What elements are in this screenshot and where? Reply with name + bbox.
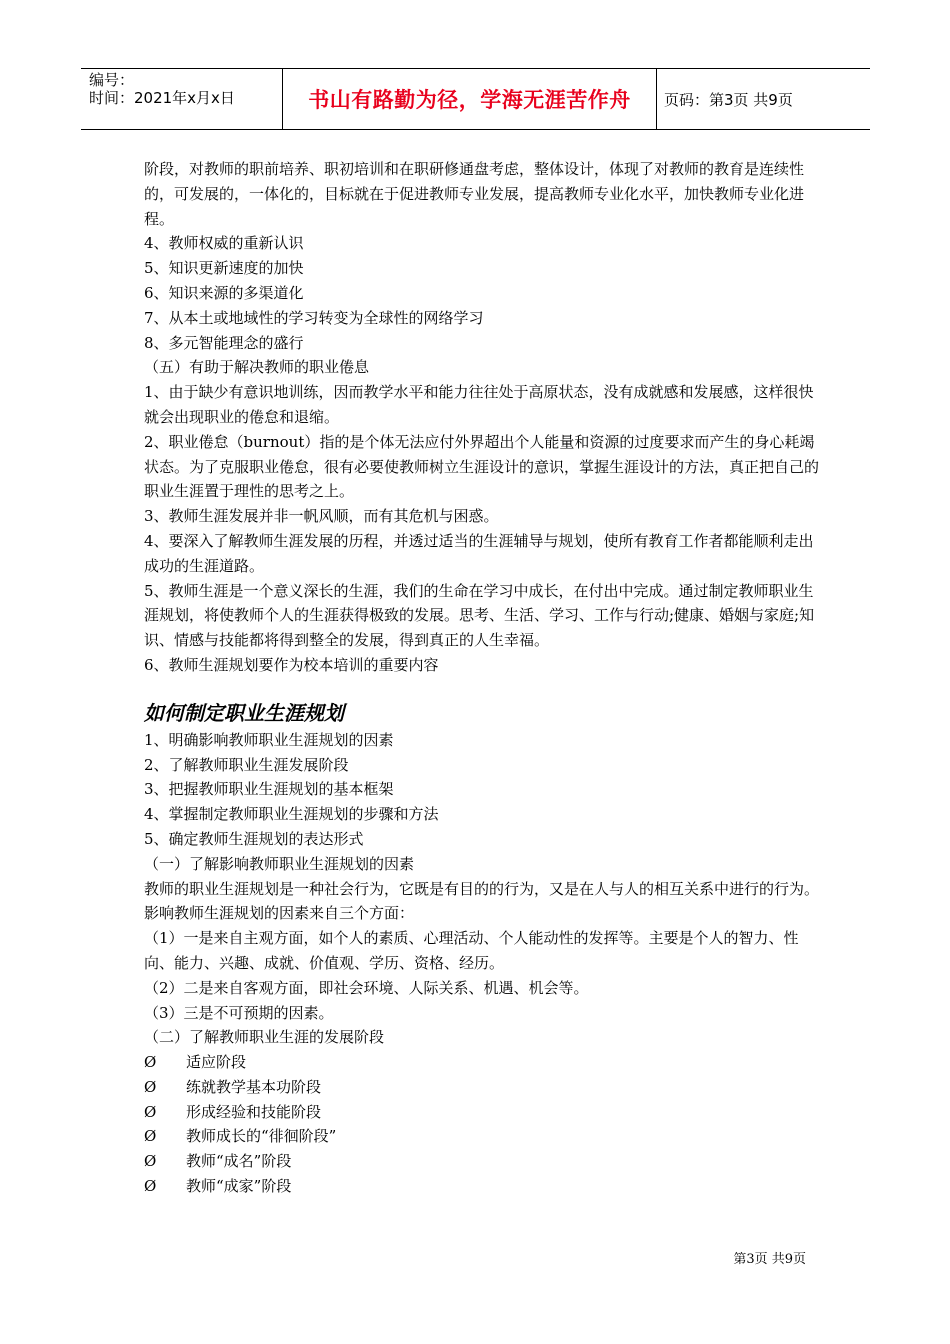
motto: 书山有路勤为径，学海无涯苦作舟 [308, 88, 631, 112]
stage-item [144, 1124, 826, 1149]
page-info: 页码：第3页 共9页 [664, 90, 793, 109]
bullet-icon: Ø [144, 1177, 157, 1196]
paragraph: 3、把握教师职业生涯规划的基本框架 [144, 780, 394, 799]
paragraph: （五）有助于解决教师的职业倦息 [144, 358, 370, 377]
paragraph: 3、教师生涯发展并非一帆风顺，而有其危机与困惑。 [144, 507, 499, 526]
paragraph: （二）了解教师职业生涯的发展阶段 [144, 1028, 385, 1047]
paragraph: 7、从本土或地域性的学习转变为全球性的网络学习 [144, 308, 484, 327]
paragraph: 4、要深入了解教师生涯发展的历程，并透过适当的生涯辅导与规划，使所有教育工作者都能顺利走出成功的生涯道路。 [144, 531, 814, 575]
stage-item [144, 1050, 826, 1075]
bullet-icon: Ø [144, 1053, 157, 1072]
stage-label: 形成经验和技能阶段 [186, 1102, 322, 1121]
paragraph: 5、确定教师生涯规划的表达形式 [144, 829, 364, 848]
bullet-icon: Ø [144, 1102, 157, 1121]
paragraph: 2、了解教师职业生涯发展阶段 [144, 755, 349, 774]
paragraph: 5、教师生涯是一个意义深长的生涯，我们的生命在学习中成长，在付出中完成。通过制定教师职业生涯规划，将使教师个人的生涯获得极致的发展。思考、生活、学习、工作与行动;健康、婚姻与家庭;知识、情感与技能都将得到整全的发展，得到真正的人生幸福。 [144, 581, 815, 650]
header-left-cell [81, 69, 282, 129]
stage-label: 适应阶段 [186, 1053, 247, 1072]
stage-item [144, 1174, 826, 1199]
stage-label: 教师“成家”阶段 [186, 1177, 292, 1196]
stage-label: 教师“成名”阶段 [186, 1152, 292, 1171]
paragraph: 5、知识更新速度的加快 [144, 259, 304, 278]
stage-item [144, 1149, 826, 1174]
paragraph: （2）二是来自客观方面，即社会环境、人际关系、机遇、机会等。 [144, 978, 589, 997]
number-label: 编号： [89, 71, 135, 89]
paragraph: 1、由于缺少有意识地训练，因而教学水平和能力往往处于高原状态，没有成就感和发展感，这样很快就会出现职业的倦怠和退缩。 [144, 383, 814, 426]
stage-item [144, 1100, 826, 1125]
stage-label: 教师成长的“徘徊阶段” [186, 1127, 337, 1146]
paragraph: 8、多元智能理念的盛行 [144, 333, 304, 352]
section-heading: 如何制定职业生涯规划 [144, 700, 344, 725]
page-footer: 第3页 共9页 [733, 1252, 806, 1267]
document-body [144, 157, 826, 1199]
paragraph: 2、职业倦怠（burnout）指的是个体无法应付外界超出个人能量和资源的过度要求而产生的身心耗竭状态。为了克服职业倦怠，很有必要使教师树立生涯设计的意识，掌握生涯设计的方法，真正把自己的职业生涯置于理性的思考之上。 [144, 432, 820, 501]
paragraph: 教师的职业生涯规划是一种社会行为，它既是有目的的行为，又是在人与人的相互关系中进行的行为。 [144, 879, 820, 898]
header-motto-cell [282, 69, 657, 129]
paragraph: 阶段，对教师的职前培养、职初培训和在职研修通盘考虑，整体设计，体现了对教师的教育是连续性的，可发展的，一体化的，目标就在于促进教师专业发展，提高教师专业化水平，加快教师专业化进程。 [144, 160, 805, 228]
paragraph: 4、教师权威的重新认识 [144, 234, 304, 253]
paragraph: 6、教师生涯规划要作为校本培训的重要内容 [144, 655, 439, 674]
stage-item [144, 1075, 826, 1100]
bullet-icon: Ø [144, 1152, 157, 1171]
paragraph: （一）了解影响教师职业生涯规划的因素 [144, 854, 415, 873]
page-header [81, 68, 870, 130]
paragraph: （1）一是来自主观方面，如个人的素质、心理活动、个人能动性的发挥等。主要是个人的智力、性向、能力、兴趣、成就、价值观、学历、资格、经历。 [144, 929, 799, 972]
paragraph: 1、明确影响教师职业生涯规划的因素 [144, 730, 394, 749]
paragraph: 6、知识来源的多渠道化 [144, 283, 304, 302]
date-label: 时间：2021年x月x日 [89, 89, 235, 107]
stage-label: 练就教学基本功阶段 [186, 1077, 322, 1096]
bullet-icon: Ø [144, 1077, 157, 1096]
paragraph: 影响教师生涯规划的因素来自三个方面： [144, 904, 415, 923]
bullet-icon: Ø [144, 1127, 157, 1146]
paragraph: （3）三是不可预期的因素。 [144, 1003, 334, 1022]
header-page-cell [656, 69, 878, 129]
paragraph: 4、掌握制定教师职业生涯规划的步骤和方法 [144, 805, 439, 824]
